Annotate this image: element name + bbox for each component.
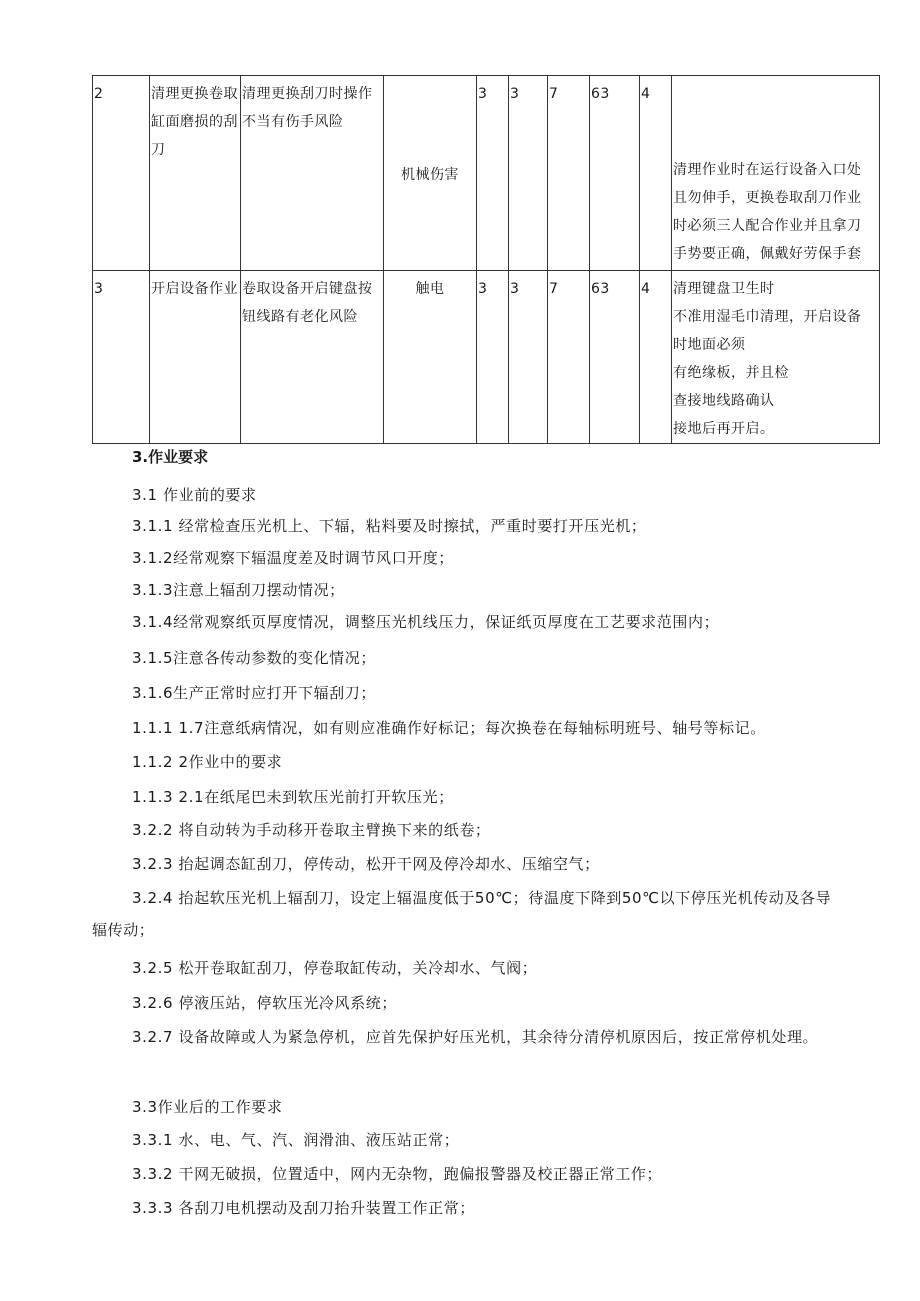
task-name: 清理更换卷取缸面磨损的刮刀 (150, 76, 241, 271)
paragraph: 3.3作业后的工作要求 (132, 1098, 283, 1116)
paragraph: 3.1.1 经常检查压光机上、下辐，粘料要及时擦拭，严重时要打开压光机； (132, 517, 647, 535)
value-l: 3 (477, 271, 509, 444)
control-measures (672, 271, 880, 444)
row-number: 3 (93, 271, 150, 444)
paragraph: 3.2.4 抬起软压光机上辐刮刀，设定上辐温度低于50℃；待温度下降到50℃以下停压光机传动及各导辐传动； (92, 889, 832, 939)
measure-line: 手势要正确，佩戴好劳保手套 (673, 246, 862, 262)
value-d: 63 (590, 76, 640, 271)
risk-level: 4 (640, 76, 672, 271)
table-row (93, 76, 880, 271)
paragraph: 3.2.5 松开卷取缸刮刀，停卷取缸传动，关冷却水、气阀； (132, 959, 538, 977)
value-e: 3 (509, 76, 548, 271)
value-d: 63 (590, 271, 640, 444)
paragraph: 3.1 作业前的要求 (132, 486, 257, 504)
measure-line: 时必须三人配合作业并且拿刀 (673, 218, 862, 234)
paragraph: 3.3.3 各刮刀电机摆动及刮刀抬升装置工作正常； (132, 1199, 475, 1217)
paragraph: 3.2.2 将自动转为手动移开卷取主臂换下来的纸卷； (132, 821, 491, 839)
paragraph: 3.3.1 水、电、气、汽、润滑油、液压站正常； (132, 1131, 460, 1149)
table-row (93, 271, 880, 444)
value-l: 3 (477, 76, 509, 271)
paragraph: 3.3.2 干网无破损，位置适中，网内无杂物，跑偏报警器及校正器正常工作； (132, 1165, 663, 1183)
paragraph: 1.1.1 1.7注意纸病情况，如有则应准确作好标记；每次换卷在每轴标明班号、轴号等标记。 (132, 719, 766, 737)
paragraph: 3.1.3注意上辐刮刀摆动情况； (132, 581, 345, 599)
paragraph: 3.1.2经常观察下辐温度差及时调节风口开度； (132, 549, 454, 567)
control-measures (672, 76, 880, 271)
paragraph: 3.2.6 停液压站，停软压光冷风系统； (132, 994, 397, 1012)
measure-line: 查接地线路确认 (673, 393, 775, 409)
measure-line: 不准用湿毛巾清理，开启设备 (673, 309, 862, 325)
measure-line: 且勿伸手，更换卷取刮刀作业 (673, 190, 862, 206)
paragraph: 1.1.2 2作业中的要求 (132, 753, 283, 771)
value-e: 3 (509, 271, 548, 444)
value-c: 7 (548, 271, 590, 444)
hazard-type: 触电 (384, 271, 477, 444)
paragraph: 3.1.4经常观察纸页厚度情况，调整压光机线压力，保证纸页厚度在工艺要求范围内； (132, 613, 720, 631)
paragraph: 3.1.5注意各传动参数的变化情况； (132, 649, 376, 667)
paragraph: 3.2.7 设备故障或人为紧急停机，应首先保护好压光机，其余待分清停机原因后，按正常停机处理。 (132, 1028, 819, 1046)
risk-description: 清理更换刮刀时操作不当有伤手风险 (241, 76, 384, 271)
paragraph: 3.2.3 抬起调态缸刮刀，停传动，松开干网及停冷却水、压缩空气； (132, 855, 600, 873)
risk-assessment-table (92, 75, 880, 444)
measure-line: 时地面必须 (673, 337, 746, 353)
section-heading: 3.作业要求 (132, 448, 209, 466)
measure-line: 清理作业时在运行设备入口处 (673, 162, 862, 178)
value-c: 7 (548, 76, 590, 271)
measure-line: 清理键盘卫生时 (673, 281, 775, 297)
row-number: 2 (93, 76, 150, 271)
measure-line: 有绝缘板，并且检 (673, 365, 789, 381)
risk-level: 4 (640, 271, 672, 444)
risk-description: 卷取设备开启键盘按钮线路有老化风险 (241, 271, 384, 444)
paragraph: 3.1.6生产正常时应打开下辐刮刀； (132, 684, 376, 702)
paragraph: 1.1.3 2.1在纸尾巴未到软压光前打开软压光； (132, 788, 454, 806)
task-name: 开启设备作业 (150, 271, 241, 444)
measure-line: 接地后再开启。 (673, 421, 775, 437)
hazard-type: 机械伤害 (384, 76, 477, 271)
